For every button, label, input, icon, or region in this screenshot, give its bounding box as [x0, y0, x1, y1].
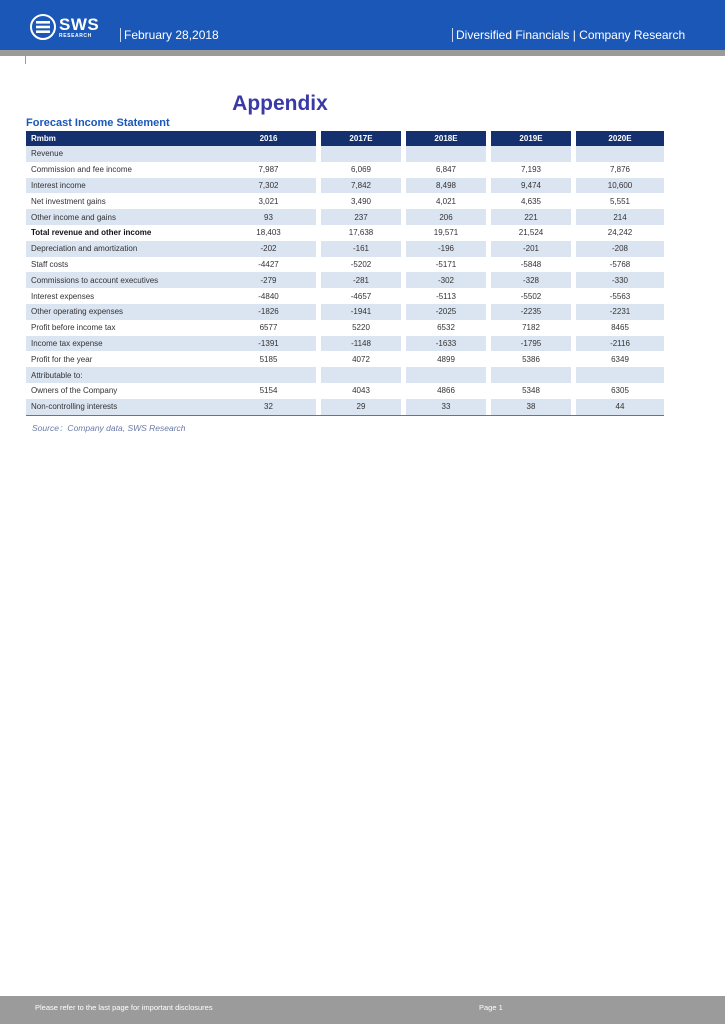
cell-value: 21,524	[518, 228, 544, 238]
table-row	[26, 146, 664, 162]
table-row	[26, 383, 664, 399]
cell-value: -4840	[258, 291, 279, 301]
column-header: 2020E	[576, 131, 664, 146]
cell-value: 10,600	[576, 178, 664, 194]
row-label: Revenue	[26, 146, 221, 162]
header-bar	[0, 0, 725, 50]
table-row	[26, 367, 664, 383]
cell-value	[321, 146, 401, 162]
cell-value: 5386	[522, 354, 540, 364]
cell-value: 6305	[611, 386, 629, 396]
cell-value	[406, 146, 486, 162]
income-statement-table	[26, 131, 664, 416]
cell-value: 6577	[259, 323, 278, 333]
table-row	[26, 288, 664, 304]
table-header-row	[26, 131, 664, 146]
cell-value: 93	[221, 209, 316, 225]
cell-value: -161	[321, 241, 401, 257]
cell-value: -281	[321, 272, 401, 288]
cell-value: 7,302	[221, 178, 316, 194]
cell-value: 8,498	[406, 178, 486, 194]
cell-value: 4866	[437, 386, 455, 396]
row-label: Interest income	[26, 178, 221, 194]
row-label: Profit before income tax	[31, 323, 116, 333]
cell-value: 4072	[352, 354, 370, 364]
cell-value: 24,242	[607, 228, 633, 238]
row-label: Interest expenses	[31, 291, 95, 301]
cell-value: -4657	[350, 291, 372, 301]
table-caption: Forecast Income Statement	[26, 117, 170, 129]
cell-value: 9,474	[491, 178, 571, 194]
row-label: Total revenue and other income	[31, 228, 152, 238]
row-label: Owners of the Company	[31, 386, 118, 396]
header-divider	[0, 50, 725, 56]
cell-value: 38	[491, 399, 571, 415]
row-label: Staff costs	[31, 259, 69, 269]
cell-value: 5348	[522, 386, 540, 396]
row-label: Profit for the year	[31, 354, 93, 364]
cell-value: -208	[576, 241, 664, 257]
cell-value: -202	[221, 241, 316, 257]
page-title: Appendix	[232, 92, 328, 115]
logo-name: SWS	[59, 14, 100, 34]
column-header: 2019E	[491, 131, 571, 146]
report-date: February 28,2018	[120, 28, 219, 42]
cell-value: -4427	[258, 259, 279, 269]
cell-value	[491, 367, 571, 383]
table-row	[26, 336, 664, 352]
cell-value: 44	[576, 399, 664, 415]
cell-value: -5768	[609, 259, 631, 269]
cell-value: -5171	[435, 259, 457, 269]
cell-value: -302	[406, 272, 486, 288]
cell-value: -196	[406, 241, 486, 257]
cell-value: -1826	[221, 304, 316, 320]
cell-value: 8465	[611, 323, 629, 333]
page-number: Page 1	[479, 1003, 503, 1012]
row-label: Commission and fee income	[31, 165, 132, 175]
footer-bar	[0, 996, 725, 1024]
cell-value	[321, 367, 401, 383]
cell-value: 7,842	[321, 178, 401, 194]
table-row	[26, 257, 664, 273]
cell-value: 17,638	[348, 228, 374, 238]
cell-value: -5848	[520, 259, 542, 269]
cell-value: 6349	[611, 354, 629, 364]
sws-logo-icon	[30, 14, 56, 40]
cell-value	[221, 146, 316, 162]
cell-value: 5185	[259, 354, 278, 364]
cell-value: -2116	[576, 336, 664, 352]
cell-value: 29	[321, 399, 401, 415]
cell-value: -1633	[406, 336, 486, 352]
row-label: Other income and gains	[26, 209, 221, 225]
cell-value: -1391	[221, 336, 316, 352]
cell-value	[406, 367, 486, 383]
cell-value: 19,571	[433, 228, 459, 238]
cell-value: 237	[321, 209, 401, 225]
cell-value	[576, 367, 664, 383]
cell-value: -1941	[321, 304, 401, 320]
column-header: 2017E	[321, 131, 401, 146]
cell-value: 5,551	[609, 196, 631, 206]
cell-value	[491, 146, 571, 162]
row-label: Income tax expense	[26, 336, 221, 352]
row-label: Net investment gains	[31, 196, 106, 206]
sws-logo	[30, 14, 99, 40]
source-note: Source：Company data, SWS Research	[32, 423, 186, 433]
cell-value	[576, 146, 664, 162]
cell-value: 4,021	[435, 196, 457, 206]
table-row	[26, 320, 664, 336]
row-label: Attributable to:	[26, 367, 221, 383]
table-row	[26, 162, 664, 178]
cell-value: 3,021	[258, 196, 279, 206]
row-label: Other operating expenses	[26, 304, 221, 320]
table-row	[26, 351, 664, 367]
cell-value: -201	[491, 241, 571, 257]
cell-value: 4,635	[520, 196, 542, 206]
row-label: Depreciation and amortization	[26, 241, 221, 257]
cell-value: -2025	[406, 304, 486, 320]
column-header: 2018E	[406, 131, 486, 146]
cell-value: -279	[221, 272, 316, 288]
cell-value: 3,490	[350, 196, 372, 206]
cell-value: -5113	[436, 291, 456, 301]
cell-value: 7182	[522, 323, 540, 333]
table-row	[26, 209, 664, 225]
column-header: Rmbm	[26, 131, 221, 146]
cell-value: 7,193	[520, 165, 542, 175]
table-row	[26, 225, 664, 241]
report-category: Diversified Financials | Company Research	[452, 28, 685, 42]
divider-tick	[25, 56, 26, 64]
logo-subtitle: RESEARCH	[59, 32, 92, 39]
cell-value	[221, 367, 316, 383]
row-label: Non-controlling interests	[26, 399, 221, 415]
cell-value: -2235	[491, 304, 571, 320]
cell-value: 6,847	[435, 165, 457, 175]
cell-value: 33	[406, 399, 486, 415]
table-row	[26, 272, 664, 288]
cell-value: 5220	[352, 323, 370, 333]
table-row	[26, 399, 664, 415]
cell-value: -330	[576, 272, 664, 288]
cell-value: -5502	[520, 291, 542, 301]
table-row	[26, 304, 664, 320]
cell-value: 7,876	[609, 165, 631, 175]
disclosure-note: Please refer to the last page for important disclosures	[35, 1003, 213, 1012]
cell-value: 32	[221, 399, 316, 415]
cell-value: -1148	[321, 336, 401, 352]
cell-value: -5202	[350, 259, 372, 269]
cell-value: 7,987	[258, 165, 279, 175]
cell-value: 4899	[437, 354, 455, 364]
cell-value: 5154	[259, 386, 278, 396]
cell-value: -5563	[609, 291, 631, 301]
cell-value: -328	[491, 272, 571, 288]
cell-value: -2231	[576, 304, 664, 320]
column-header: 2016	[221, 131, 316, 146]
cell-value: 4043	[352, 386, 370, 396]
cell-value: 6532	[437, 323, 455, 333]
table-row	[26, 178, 664, 194]
cell-value: 214	[576, 209, 664, 225]
table-row	[26, 193, 664, 209]
cell-value: 221	[491, 209, 571, 225]
row-label: Commissions to account executives	[26, 272, 221, 288]
cell-value: 206	[406, 209, 486, 225]
cell-value: -1795	[491, 336, 571, 352]
cell-value: 18,403	[256, 228, 281, 238]
cell-value: 6,069	[350, 165, 372, 175]
table-row	[26, 241, 664, 257]
